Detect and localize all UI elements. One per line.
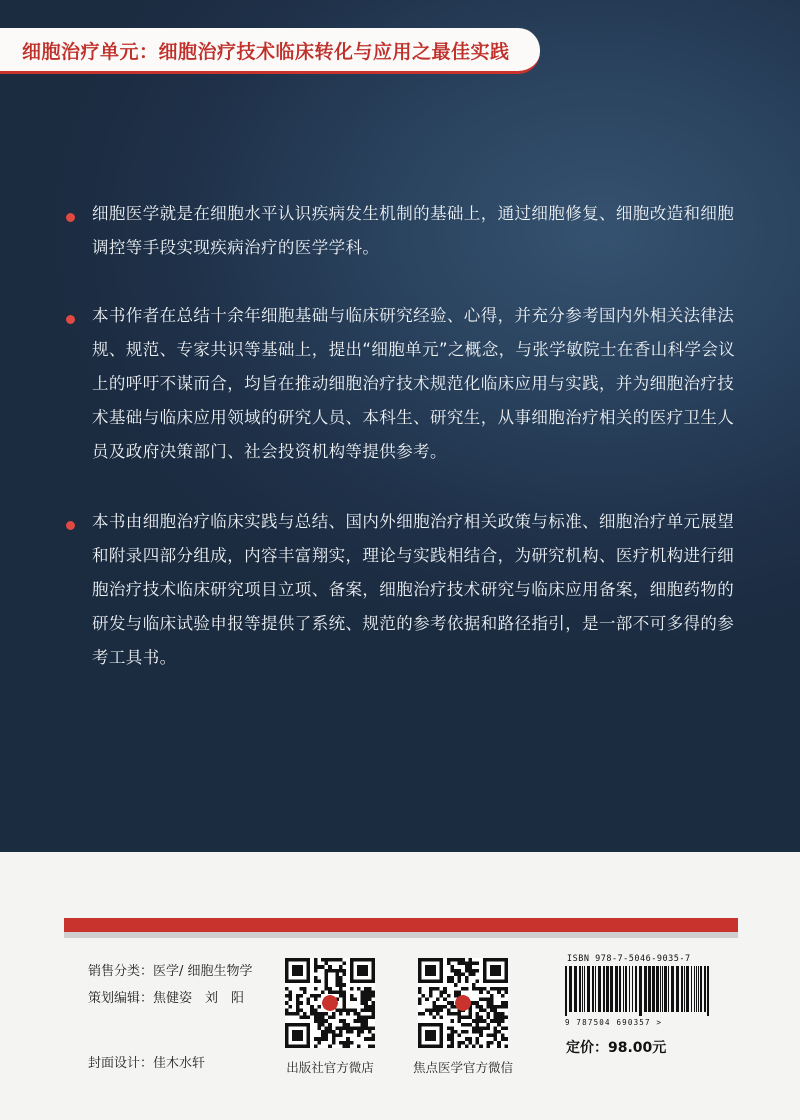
title-band: [0, 28, 540, 74]
sales-category: 销售分类：医学/ 细胞生物学: [88, 964, 253, 979]
bullet-icon: [66, 521, 75, 530]
isbn-number: ISBN 978-7-5046-9035-7: [567, 954, 691, 964]
description-paragraph-1: 细胞医学就是在细胞水平认识疾病发生机制的基础上，通过细胞修复、细胞改造和细胞调控等手段实现疾病治疗的医学学科。: [92, 204, 735, 257]
planning-editor: 策划编辑：焦健姿 刘 阳: [88, 991, 245, 1006]
publisher-qr-caption: 出版社官方微店: [286, 1060, 374, 1075]
book-price: 定价：98.00元: [566, 1040, 667, 1056]
isbn-barcode-icon: [563, 966, 715, 1016]
series-title: 细胞治疗单元：细胞治疗技术临床转化与应用之最佳实践: [22, 41, 510, 63]
focus-medicine-qr-code-icon: [418, 958, 508, 1048]
footer-divider-red: [64, 918, 738, 932]
footer-divider-gray: [64, 932, 738, 938]
description-paragraph-3: 本书由细胞治疗临床实践与总结、国内外细胞治疗相关政策与标准、细胞治疗单元展望和附录四部分组成，内容丰富翔实，理论与实践相结合，为研究机构、医疗机构进行细胞治疗技术临床研究项目立项、备案，细胞治疗技术研究与临床应用备案，细胞药物的研发与临床试验申报等提供了系统、规范的参考依据和路径指引，是一部不可多得的参考工具书。: [92, 512, 735, 667]
bullet-icon: [66, 315, 75, 324]
barcode-digits: 9 787504 690357 >: [565, 1018, 663, 1027]
description-paragraph-2: 本书作者在总结十余年细胞基础与临床研究经验、心得，并充分参考国内外相关法律法规、规范、专家共识等基础上，提出“细胞单元”之概念，与张学敏院士在香山科学会议上的呼吁不谋而合，均旨在推动细胞治疗技术规范化临床应用与实践，并为细胞治疗技术基础与临床应用领域的研究人员、本科生、研究生，从事细胞治疗相关的医疗卫生人员及政府决策部门、社会投资机构等提供参考。: [92, 306, 736, 461]
cover-designer: 封面设计：佳木水轩: [88, 1056, 206, 1071]
bullet-icon: [66, 213, 75, 222]
publisher-qr-code-icon: [285, 958, 375, 1048]
focus-medicine-qr-caption: 焦点医学官方微信: [412, 1060, 513, 1075]
